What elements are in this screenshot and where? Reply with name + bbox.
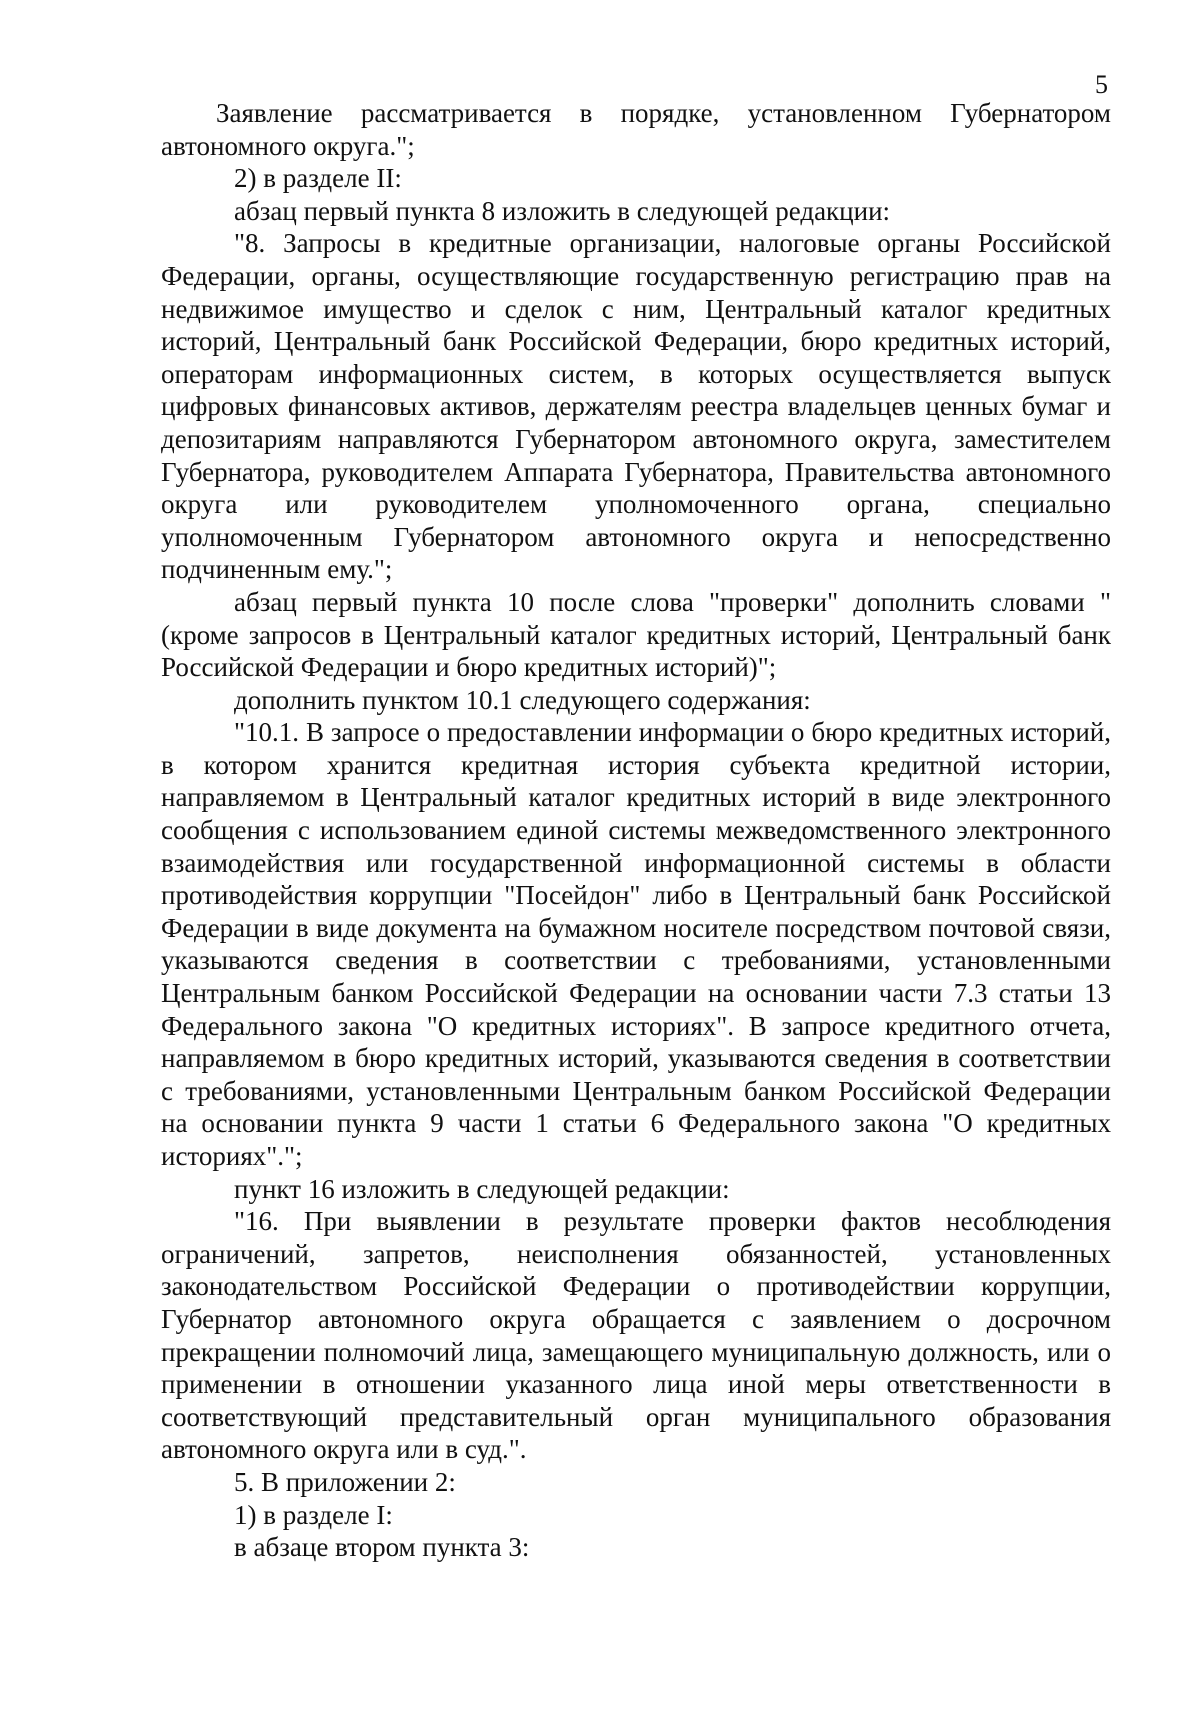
paragraph-section-ii: 2) в разделе II:	[234, 163, 402, 194]
paragraph-clause-8: "8. Запросы в кредитные организации, налоговые органы Российской Федерации, органы, осуществляющие государственную регистрацию прав на недвижимое имущество и сделок с ним, Центральный каталог кредитных историй, Центральный банк Российской Федерации, бюро кредитных историй, операторам информационных систем, в которых осуществляется выпуск цифровых финансовых активов, держателям реестра владельцев ценных бумаг и депозитариям направляются Губернатором автономного округа, заместителем Губернатора, руководителем Аппарата Губернатора, Правительства автономного округа или руководителем уполномоченного органа, специально уполномоченным Губернатором автономного округа и непосредственно подчиненным ему.";	[161, 228, 1111, 585]
paragraph-appendix-2: 5. В приложении 2:	[234, 1466, 456, 1497]
paragraph-clause-3-second-para: в абзаце втором пункта 3:	[234, 1532, 530, 1563]
paragraph-clause-8-intro: абзац первый пункта 8 изложить в следующей редакции:	[234, 195, 891, 226]
paragraph-clause-16: "16. При выявлении в результате проверки фактов несоблюдения ограничений, запретов, неисполнения обязанностей, установленных законодательством Российской Федерации о противодействии коррупции, Губернатор автономного округа обращается с заявлением о досрочном прекращении полномочий лица, замещающего муниципальную должность, или о применении в отношении указанного лица иной меры ответственности в соответствующий представительный орган муниципального образования автономного округа или в суд.".	[161, 1206, 1111, 1465]
paragraph-clause-16-intro: пункт 16 изложить в следующей редакции:	[234, 1173, 730, 1204]
paragraph-clause-10-amendment: абзац первый пункта 10 после слова "проверки" дополнить словами "(кроме запросов в Центральный каталог кредитных историй, Центральный банк Российской Федерации и бюро кредитных историй)";	[161, 586, 1111, 683]
paragraph-application-review: Заявление рассматривается в порядке, установленном Губернатором автономного округа.";	[161, 98, 1111, 161]
paragraph-clause-10-1-intro: дополнить пунктом 10.1 следующего содержания:	[234, 684, 811, 715]
paragraph-section-i: 1) в разделе I:	[234, 1499, 393, 1530]
page-number: 5	[1095, 70, 1108, 99]
document-text	[161, 97, 1111, 1564]
paragraph-clause-10-1: "10.1. В запросе о предоставлении информации о бюро кредитных историй, в котором хранится кредитная история субъекта кредитной истории, направляемом в Центральный каталог кредитных историй в виде электронного сообщения с использованием единой системы межведомственного электронного взаимодействия или государственной информационной системы в области противодействия коррупции "Посейдон" либо в Центральный банк Российской Федерации в виде документа на бумажном носителе посредством почтовой связи, указываются сведения в соответствии с требованиями, установленными Центральным банком Российской Федерации на основании части 7.3 статьи 13 Федерального закона "О кредитных историях". В запросе кредитного отчета, направляемом в бюро кредитных историй, указываются сведения в соответствии с требованиями, установленными Центральным банком Российской Федерации на основании пункта 9 части 1 статьи 6 Федерального закона "О кредитных историях".";	[161, 717, 1111, 1171]
